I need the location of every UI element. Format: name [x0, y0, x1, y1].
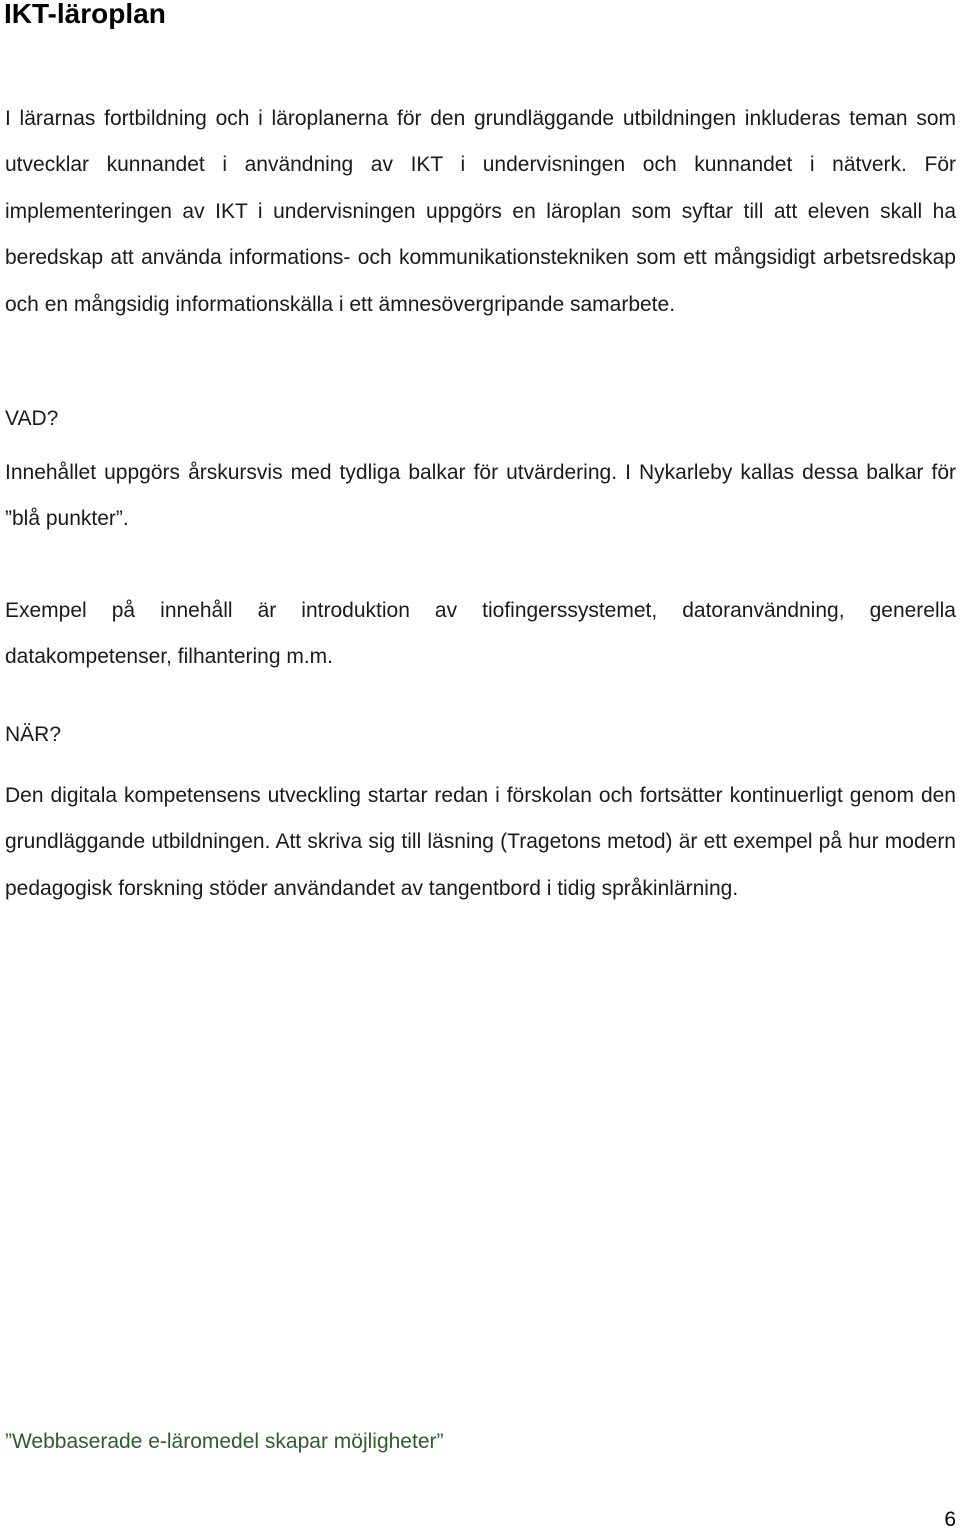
- quote-text: ”Webbaserade e-läromedel skapar möjligheter”: [5, 1430, 444, 1453]
- vad-heading: VAD?: [5, 407, 59, 430]
- page-number: 6: [944, 1508, 956, 1531]
- example-paragraph: Exempel på innehåll är introduktion av tiofingerssystemet, datoranvändning, generella datakompetenser, filhantering m.m.: [5, 599, 956, 669]
- nar-heading: NÄR?: [5, 723, 62, 746]
- nar-paragraph: Den digitala kompetensens utveckling startar redan i förskolan och fortsätter kontinuerligt genom den grundläggande utbildningen. Att skriva sig till läsning (Tragetons metod) är ett exempel på hur modern pedagogisk forskning stöder användandet av tangentbord i tidig språkinlärning.: [5, 784, 956, 900]
- intro-paragraph: I lärarnas fortbildning och i läroplanerna för den grundläggande utbildningen inkluderas teman som utvecklar kunnandet i användning av IKT i undervisningen och kunnandet i nätverk. För implementeringen av IKT i undervisningen uppgörs en läroplan som syftar till att eleven skall ha beredskap att använda informations- och kommunikationstekniken som ett mångsidigt arbetsredskap och en mångsidig informationskälla i ett ämnesövergripande samarbete.: [5, 107, 956, 316]
- page-title: IKT-läroplan: [4, 0, 166, 29]
- vad-paragraph: Innehållet uppgörs årskursvis med tydliga balkar för utvärdering. I Nykarleby kallas dessa balkar för ”blå punkter”.: [5, 461, 956, 531]
